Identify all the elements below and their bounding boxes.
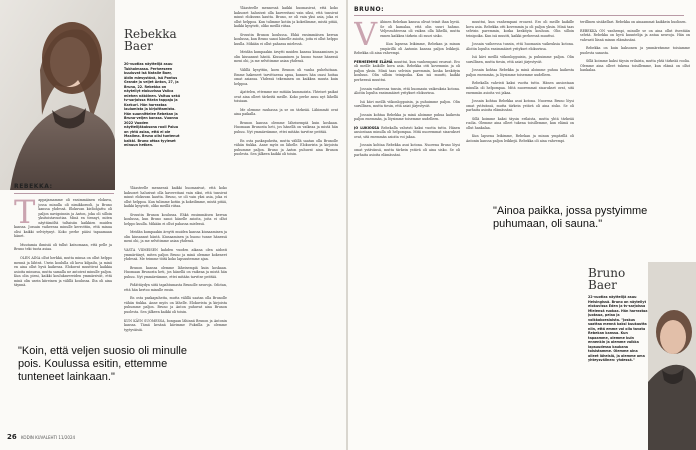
- right-paragraph-1: Vähinen Rebekan kanssa olivat teinit ihan hyviä. Se oli kamalaa, että olin suuri hahmo. Veljessuhteessa oli vaikea olla lähellä, mutta ennen kaikkea tärkein oli suuri sisko.: [354, 20, 460, 53]
- left-col3-p0: Välillä kysyttiin, koen Brunon oli vanha puheluitaan. Emme hakeneet tarvittaessa apua, kunnes hän osasi hoitaa omat asiansa. Yhdessä tekeminen on kaikkea muuta kuin helppoa.: [234, 68, 338, 86]
- right-col2-p4: Rebekalla vahvisti kaksi vuotta tuttu. Hänen ansiostaan minulla oli helpompaa. Mitä nuoremmat sisarukset ovat, sitä enemmän asioita voi jakaa.: [466, 81, 574, 95]
- left-column-3: [234, 6, 338, 434]
- right-paragraph-6: Jossain kohtaa Rebekka ja minä aloimme puhua kaikesta paljon enemmän, ja löysimme toisemme uudelleen.: [354, 112, 460, 122]
- bruno-portrait: [648, 262, 696, 450]
- subhead-perheemme: PERHEEMME ELÄMÄ: [354, 59, 393, 64]
- left-col2-p7: KUN KÄYN SUOMESSA, bongaan lähinnä Brunon ja Antonin kanssa. Tämä kesänä kävimme Fuksilla ja olemme tyytyväisiä.: [124, 318, 227, 332]
- bruno-first-name: Bruno: [588, 266, 626, 280]
- right-column-3: [580, 20, 690, 200]
- right-col2-p1: Jossain vaiheessa tunsin, että huomasin vaikeuksia kotona. Aloitin lopulta ensimmäiset yritykset elokuvissa.: [466, 42, 574, 51]
- bruno-name-title: [588, 267, 625, 291]
- right-paragraph-2: Kun lapsena leikimme, Rebekan ja minun ympärillä oli Antonin kanssa paljon leikkejä. Rebekka oli aina vahvempi.: [354, 42, 460, 56]
- pull-quote-left: "Koin, että veljen suosio oli minulle pois. Koulussa esitin, ettemme tunteneet lainkaan.": [18, 345, 187, 383]
- right-paragraph-7: JO LUKIOSSA Rebekalla vahvisti kaksi vuotta tuttu. Hänen ansiostaan minulla oli helpompaa. Mitä nuoremmat sisarukset ovat, sitä enemmän asioita voi jakaa.: [354, 125, 460, 139]
- left-col3-p4: En osta paskapuheita, mutta välillä saatan olla Brunolle vähän tiukka. Anne myös on lähelle. Elokuvista ja kirjoista puhumme paljon. Bruno ja Anton puhuvat aina Brunon puolesta. Sen jälkeen kaikki oli toisin.: [234, 138, 338, 157]
- left-col2-p0: Yläasteelle mennessä kaikki huomasivat, että koko kaksoset halusivat olla kavereitani vain siksi, että tunsivat minut elokuvan kautta. Bruno, se oli vain yksi asia, joka ei ollut helppoa. Kun tulimme kotiin ja kokeilimme, mistä pitää, kaikki kysyivät, oliko meillä riitaa.: [124, 186, 227, 209]
- left-col2-p5: Pidättäydyn siitä tapahtumasta Brunolle neuvoja. Odotan, että hän kertoo minulle ensin.: [124, 283, 227, 292]
- right-paragraph-4: Jossain vaiheessa tunsin, että huomasin vaikeuksia kotona. Aloitin lopulta ensimmäiset yritykset elokuvissa.: [354, 86, 460, 96]
- pull-quote-right: "Ainoa paikka, jossa pystyimme puhumaan, oli sauna.": [493, 205, 648, 230]
- dropcap-v: V: [354, 20, 378, 53]
- left-col2-p1: Sivuutin Brunon koulussa. Ehkä ensimmäisen kerran koulussa, kun Bruno sanoi hänelle asioita, joita ei ollut helppo kuulla. Mikään ei ollut pahassa mielessä.: [124, 212, 227, 226]
- right-col3-p1: REBEKKA ON vanhempi, minulle se on aina ollut itsestään selvää. Rebekka on hyvä kuuntelija ja antaa neuvoja. Hän on vahvasti läsnä minun elämässäni.: [580, 28, 690, 42]
- left-col2-p3: VASTA VIIMEISEN kahden vuoden aikana olen aidosti ymmärtänyt, miten paljon Bruno ja minä olemme kokeneet yhdessä. Me teimme töitä koko lapsuutemme ajan.: [124, 248, 227, 262]
- left-page: [0, 0, 346, 450]
- bruno-photo-icon: [648, 262, 696, 450]
- left-col3-p3: Brunon kanssa olemme läheisempiä kuin koskaan. Huomaan Brunosta heti, jos hänellä on vaikeaa ja mistä hän puhuu. Nyt ymmärrämme, ettei mitään tarvitse peittää.: [234, 120, 338, 135]
- first-name: Rebekka: [124, 27, 177, 41]
- section-label-bruno: BRUNO:: [354, 6, 385, 13]
- right-col2-p3: Jossain kohtaa Rebekka ja minä aloimme puhua kaikesta paljon enemmän, ja löysimme toisemme uudelleen.: [466, 68, 574, 77]
- page-footer: [7, 433, 75, 441]
- rebekka-portrait: [0, 0, 115, 190]
- dropcap-t: T: [14, 198, 36, 231]
- rebekka-photo-icon: [0, 0, 115, 190]
- section-rule-right: [354, 15, 684, 16]
- right-col3-p3: Sillä koimme kaksi täysin erilaista, mutta yhtä tärkeää roolia. Olemme aina olleet tukena toisillemme, kun elämä on ollut hankalaa.: [580, 59, 690, 73]
- right-col2-p2: Isä kävi meillä viikonloppuisin, ja puhuimme paljon. Olin surullinen, mutta tiesin, että asiat järjestyvät.: [466, 55, 574, 64]
- subhead-lukiossa: JO LUKIOSSA: [354, 125, 380, 130]
- right-paragraph-5: Isä kävi meillä viikonloppuisin, ja puhuimme paljon. Olin surullinen, mutta tiesin, että asiat järjestyvät.: [354, 99, 460, 109]
- left-paragraph-2: Muutamia ihmisiä oli tullut katsomaan, että pelle ja Bruno teki tuota asiaa.: [14, 242, 112, 252]
- right-col3-p0: terillinen sisäkellari. Rebekka on ainaammat kaikkein huolinen.: [580, 20, 687, 24]
- section-rule-left: [14, 193, 114, 194]
- left-col2-p6: En osta paskapuheita, mutta välillä saatan olla Brunolle vähän tiukka. Anne myös on lähelle. Elokuvista ja kirjoista puhumme paljon. Bruno ja Anton puhuvat aina Brunon puolesta. Sen jälkeen kaikki oli toisin.: [124, 296, 227, 315]
- right-col2-p7: Kun lapsena leikimme, Rebekan ja minun ympärillä oli Antonin kanssa paljon leikkejä. Rebekka oli aina vahvempi.: [466, 134, 574, 143]
- page-number: 26: [7, 433, 17, 441]
- right-col3-p2: Rebekka on kuin kaksonen ja ymmärrämme toisiamme puolesta sanasta.: [580, 46, 690, 55]
- left-col3-p1: Ajattelen, ettemme me mitään kummoista. Yhteiset paikat ovat aina olleet tärkeitä meille. Koko perhe asuu nyt lähellä toisiaan.: [234, 90, 338, 104]
- left-col3-p2: Me olemme rauhassa ja se on tärkeää. Lähimmät ovat aina paikalla.: [234, 107, 338, 117]
- left-paragraph-1: Tappajamamme oli ensimmäinen elokuva, jossa minulla oli nimikkorooli, ja Bruno kanssa yhdessä. Elokuvan kieliohjattu oli paljon navigoinnin ja Anton, joka oli silloin yksitoistavuotias. Minä en tiennyt, miten näyttämöltä tultaisiin kaikkien muiden kanssa. Jossain vaiheessa minulle kerrottiin, että minua olisi kaikki selviytynyt. Koko perhe pääsi tapaamaan hänet.: [14, 198, 112, 239]
- last-name: Baer: [124, 39, 153, 53]
- right-paragraph-3: PERHEEMME ELÄMÄ muuttui, kun vanhempani eroavat. Ero oli meille kaikille kova asia. Rebekka otti kovemmin ja oli paljon yksin. Minä taas selvisin paremmin, koska keskityin kouluun. Olin silloin teinipoika. Kun isä muutti, kaikki perheessä muuttui.: [354, 59, 460, 83]
- left-paragraph-3: OLEN AINA ollut herkkä, mutta minua on ollut helppo mennä ja lähteä. Usein koululla oli kova kilpailu, ja minä en aina ollut hyvä kaikessa. Elokuvat muuttivat kaikkia asioita minussa, mutta samalla ne antoivat minulle paljon. Kun olin pieni, kaikki koulukavereiden ymmärsivät, että minä olin usein kiireinen ja välillä koulussa. Ilta oli aina täynnä.: [14, 256, 112, 288]
- rebekka-caption: 20-vuotias näyttelijä asuu Tukholmassa. Perheeseen kuuluvat isä Natalie Baer, äidin miesystävä, isä Pontus Grande ja veljet Anton, 27, ja Bruno, 22. Rebekka on näytellyt elokuvissa Vallca miehen näköinen. Valtuu sekä tv-sarjoissa Härän tappaja ja Karkuri. Hän harrastaa laulamista ja kirjoittamista. Hän suunnittelee Rebekan ja Bruno-veljen kanssa. Vuonna 2022 Vuoden näyttelijäkaksona rooli Paluu on yhtä asiaa, että ei ole Maailma. Bruno olisi tuntenut kaikki. Bruno ottaa tyyleset minuun hetken.: [124, 62, 181, 147]
- rebekka-name-title: [124, 28, 177, 52]
- magazine-footer: KODIN KUVALEHTI 11/2024: [21, 435, 76, 440]
- left-col3-intro-0: Yläasteelle mennessä kaikki huomasivat, että koko kaksoset halusivat olla kavereitani vain siksi, että tunsivat minut elokuvan kautta. Bruno, se oli vain yksi asia, joka ei ollut helppoa. Kun tulimme kotiin ja kokeilimme, mistä pitää, kaikki kysyivät, oliko meillä riitaa.: [234, 6, 338, 29]
- left-col3-intro-2: Meidän kumpaakin ärsytti muiden kanssa kiusaaminen ja olin kiusannut häntä. Kiusaaminen ja huono tunne hänessä meni ohi, ja me selvitimme asian yhdessä.: [234, 50, 338, 64]
- right-paragraph-8: Jossain kohtaa Rebekka asui kotona. Nuorena Bruno löysi omat ystävänsä, mutta tärkein ystävä oli aina sisko. Se oli parhaita asioita elämässäni.: [354, 143, 460, 157]
- left-col3-intro-1: Sivuutin Brunon koulussa. Ehkä ensimmäisen kerran koulussa, kun Bruno sanoi hänelle asioita, joita ei ollut helppo kuulla. Mikään ei ollut pahassa mielessä.: [234, 32, 338, 46]
- section-label-rebekka: REBEKKA:: [14, 183, 53, 190]
- right-page: [348, 0, 696, 450]
- left-col2-p2: Meidän kumpaakin ärsytti muiden kanssa kiusaaminen ja olin kiusannut häntä. Kiusaaminen ja huono tunne hänessä meni ohi, ja me selvitimme asian yhdessä.: [124, 230, 227, 244]
- left-col2-p4: Brunon kanssa olemme läheisempiä kuin koskaan. Huomaan Brunosta heti, jos hänellä on vaikeaa ja mistä hän puhuu. Nyt ymmärrämme, ettei mitään tarvitse peittää.: [124, 265, 227, 279]
- right-col2-p5: Jossain kohtaa Rebekka asui kotona. Nuorena Bruno löysi omat ystävänsä, mutta tärkein ystävä oli aina sisko. Se oli parhaita asioita elämässäni.: [466, 99, 574, 113]
- left-column-1: [14, 198, 112, 338]
- right-col2-p0: muuttui, kun vanhempani eroavat. Ero oli meille kaikille kova asia. Rebekka otti kovemmin ja oli paljon yksin. Minä taas selvisin paremmin, koska keskityin kouluun. Olin silloin teinipoika. Kun isä muutti, kaikki perheessä muuttui.: [466, 20, 574, 38]
- right-col2-p6: Sillä koimme kaksi täysin erilaista, mutta yhtä tärkeää roolia. Olemme aina olleet tukena toisillemme, kun elämä on ollut hankalaa.: [466, 116, 574, 130]
- right-column-1: [354, 20, 460, 432]
- bruno-caption: 22-vuotias näyttelijä asuu Helsingissä. Bruno on näytellyt elokuvissa Eden ja tv-sarjoissa Mielensä ruokaa. Hän harrastaa juoksua, pelaa ja voikkokoesiaista. "Joskus saattaa mennä kaksi kuukautta niin, että emme voi olla tavata Rebekan kanssa. Kun tapaamme, olemme kuin ennenkin ja olemme vaikka lapsuudessa kaukana toisistamme. Olemme aina olleet läheisiä, ja olemme oma yhteysvälinen: yhdessä.": [588, 295, 648, 362]
- bruno-last-name: Baer: [588, 278, 617, 292]
- left-column-2-body: [124, 186, 227, 434]
